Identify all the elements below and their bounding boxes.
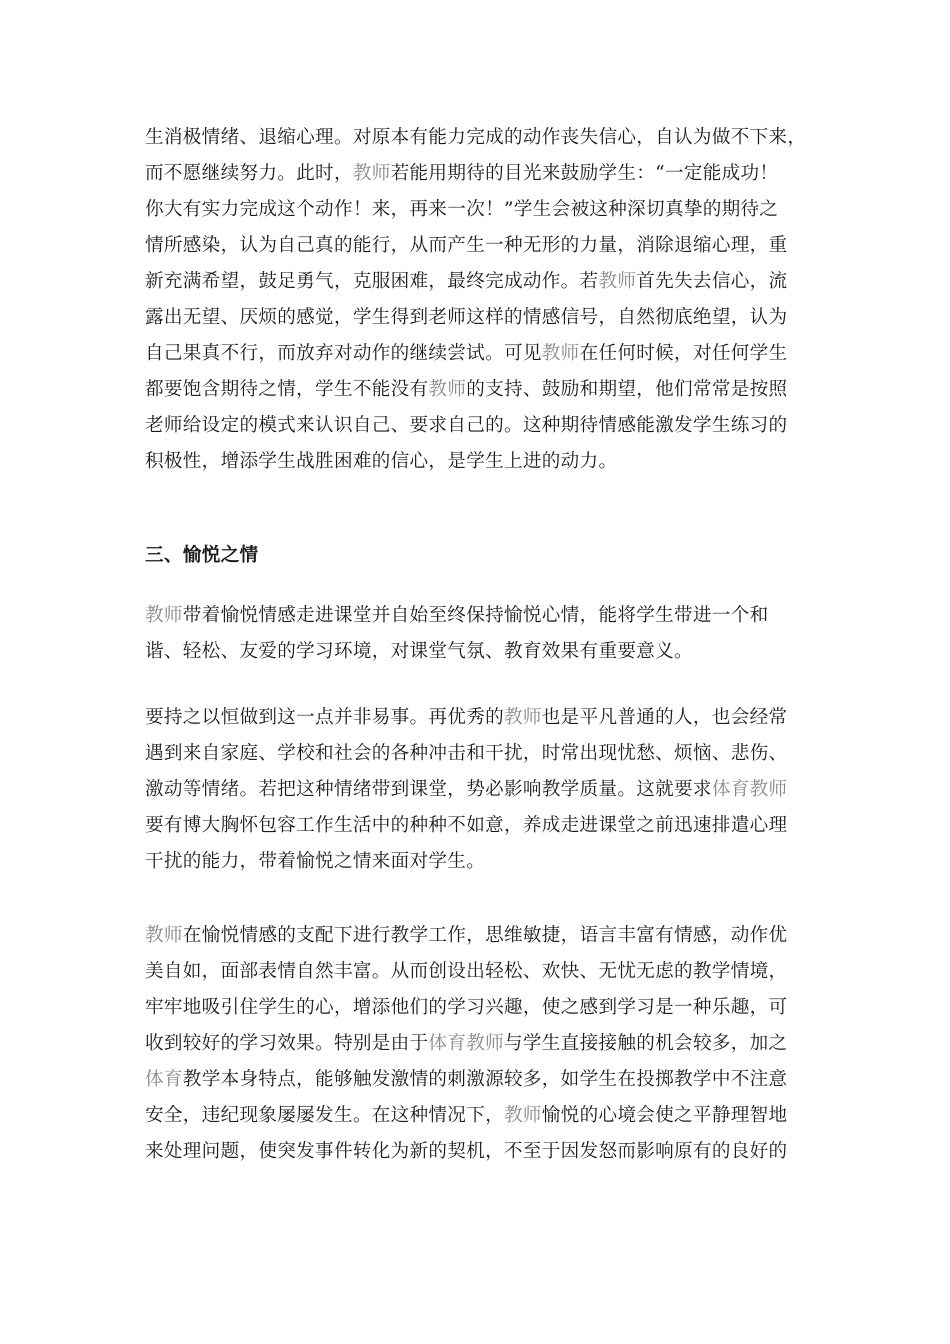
text-line bbox=[145, 192, 805, 228]
text-run: 情所感染，认为自己真的能行，从而产生一种无形的力量，消除退缩心理，重 bbox=[145, 235, 788, 256]
text-line bbox=[145, 918, 805, 954]
text-run: 激动等情绪。若把这种情绪带到课堂，势必影响教学质量。这就要求 bbox=[145, 779, 712, 800]
text-line bbox=[145, 120, 805, 156]
text-run: 带着愉悦情感走进课堂并自始至终保持愉悦心情，能将学生带进一个和 bbox=[182, 605, 769, 626]
text-run: 愉悦的心境会使之平静理智地 bbox=[541, 1105, 788, 1126]
text-run: 新充满希望，鼓足勇气，克服困难，最终完成动作。若 bbox=[145, 271, 599, 292]
text-line bbox=[145, 808, 805, 844]
highlighted-keyword: 教师 bbox=[598, 271, 637, 292]
highlighted-keyword: 教师 bbox=[503, 707, 542, 728]
text-run: 要持之以恒做到这一点并非易事。再优秀的 bbox=[145, 707, 504, 728]
text-run: 而不愿继续努力。此时， bbox=[145, 163, 353, 184]
text-run: 在任何时候，对任何学生 bbox=[579, 343, 788, 364]
text-run: 教学本身特点，能够触发激情的刺激源较多，如学生在投掷教学中不注意 bbox=[182, 1069, 788, 1090]
highlighted-keyword: 体育教师 bbox=[711, 779, 788, 800]
text-run: 也是平凡普通的人，也会经常 bbox=[541, 707, 788, 728]
highlighted-keyword: 教师 bbox=[145, 605, 183, 626]
text-run: 自己果真不行，而放弃对动作的继续尝试。可见 bbox=[145, 343, 542, 364]
paragraph-joy-effects bbox=[145, 918, 805, 1170]
highlighted-keyword: 教师 bbox=[352, 163, 391, 184]
section-heading-joy: 三、愉悦之情 bbox=[145, 545, 259, 566]
text-line bbox=[145, 372, 805, 408]
text-run: 的支持、鼓励和期望，他们常常是按照 bbox=[466, 379, 788, 400]
text-run: 与学生直接接触的机会较多，加之 bbox=[504, 1033, 788, 1054]
text-line bbox=[145, 954, 805, 990]
text-line bbox=[145, 336, 805, 372]
highlighted-keyword: 教师 bbox=[428, 379, 467, 400]
text-line bbox=[145, 1098, 805, 1134]
text-line bbox=[145, 736, 805, 772]
text-line bbox=[145, 228, 805, 264]
text-run: 露出无望、厌烦的感觉，学生得到老师这样的情感信号，自然彻底绝望，认为 bbox=[145, 307, 788, 328]
text-run: 在愉悦情感的支配下进行教学工作，思维敏捷，语言丰富有情感，动作优 bbox=[182, 925, 788, 946]
text-run: 牢牢地吸引住学生的心，增添他们的学习兴趣，使之感到学习是一种乐趣，可 bbox=[145, 997, 788, 1018]
text-run: 老师给设定的模式来认识自己、要求自己的。这种期待情感能激发学生练习的 bbox=[145, 415, 788, 436]
text-run: 积极性，增添学生战胜困难的信心，是学生上进的动力。 bbox=[145, 451, 618, 472]
text-run: 谐、轻松、友爱的学习环境，对课堂气氛、教育效果有重要意义。 bbox=[145, 641, 693, 662]
text-line bbox=[145, 1026, 805, 1062]
text-run: 生消极情绪、退缩心理。对原本有能力完成的动作丧失信心，自认为做不下来， bbox=[145, 127, 807, 148]
text-line bbox=[145, 300, 805, 336]
text-run: 若能用期待的目光来鼓励学生：“一定能成功！ bbox=[390, 163, 779, 184]
highlighted-keyword: 体育 bbox=[145, 1069, 183, 1090]
text-run: 都要饱含期待之情，学生不能没有 bbox=[145, 379, 429, 400]
highlighted-keyword: 教师 bbox=[503, 1105, 542, 1126]
text-run: 遇到来自家庭、学校和社会的各种冲击和干扰，时常出现忧愁、烦恼、悲伤、 bbox=[145, 743, 788, 764]
text-line bbox=[145, 444, 805, 480]
text-line bbox=[145, 598, 805, 634]
text-run: 你大有实力完成这个动作！来，再来一次！”学生会被这种深切真挚的期待之 bbox=[145, 199, 779, 220]
text-line bbox=[145, 156, 805, 192]
text-run: 美自如，面部表情自然丰富。从而创设出轻松、欢快、无忧无虑的教学情境， bbox=[145, 961, 788, 982]
text-line bbox=[145, 700, 805, 736]
text-line bbox=[145, 772, 805, 808]
text-run: 收到较好的学习效果。特别是由于 bbox=[145, 1033, 429, 1054]
highlighted-keyword: 体育教师 bbox=[428, 1033, 504, 1054]
text-line bbox=[145, 990, 805, 1026]
highlighted-keyword: 教师 bbox=[541, 343, 580, 364]
text-line bbox=[145, 1134, 805, 1170]
text-line bbox=[145, 634, 805, 670]
text-line bbox=[145, 264, 805, 300]
paragraph-joy-intro bbox=[145, 598, 805, 670]
text-run: 安全，违纪现象屡屡发生。在这种情况下， bbox=[145, 1105, 504, 1126]
text-line bbox=[145, 844, 805, 880]
highlighted-keyword: 教师 bbox=[145, 925, 183, 946]
text-run: 来处理问题，使突发事件转化为新的契机，不至于因发怒而影响原有的良好的 bbox=[145, 1141, 788, 1162]
text-run: 首先失去信心，流 bbox=[636, 271, 788, 292]
paragraph-expectation-continued bbox=[145, 120, 805, 480]
text-line bbox=[145, 1062, 805, 1098]
paragraph-joy-difficulty bbox=[145, 700, 805, 880]
text-line bbox=[145, 408, 805, 444]
text-run: 要有博大胸怀包容工作生活中的种种不如意，养成走进课堂之前迅速排遣心理 bbox=[145, 815, 788, 836]
text-run: 干扰的能力，带着愉悦之情来面对学生。 bbox=[145, 851, 486, 872]
